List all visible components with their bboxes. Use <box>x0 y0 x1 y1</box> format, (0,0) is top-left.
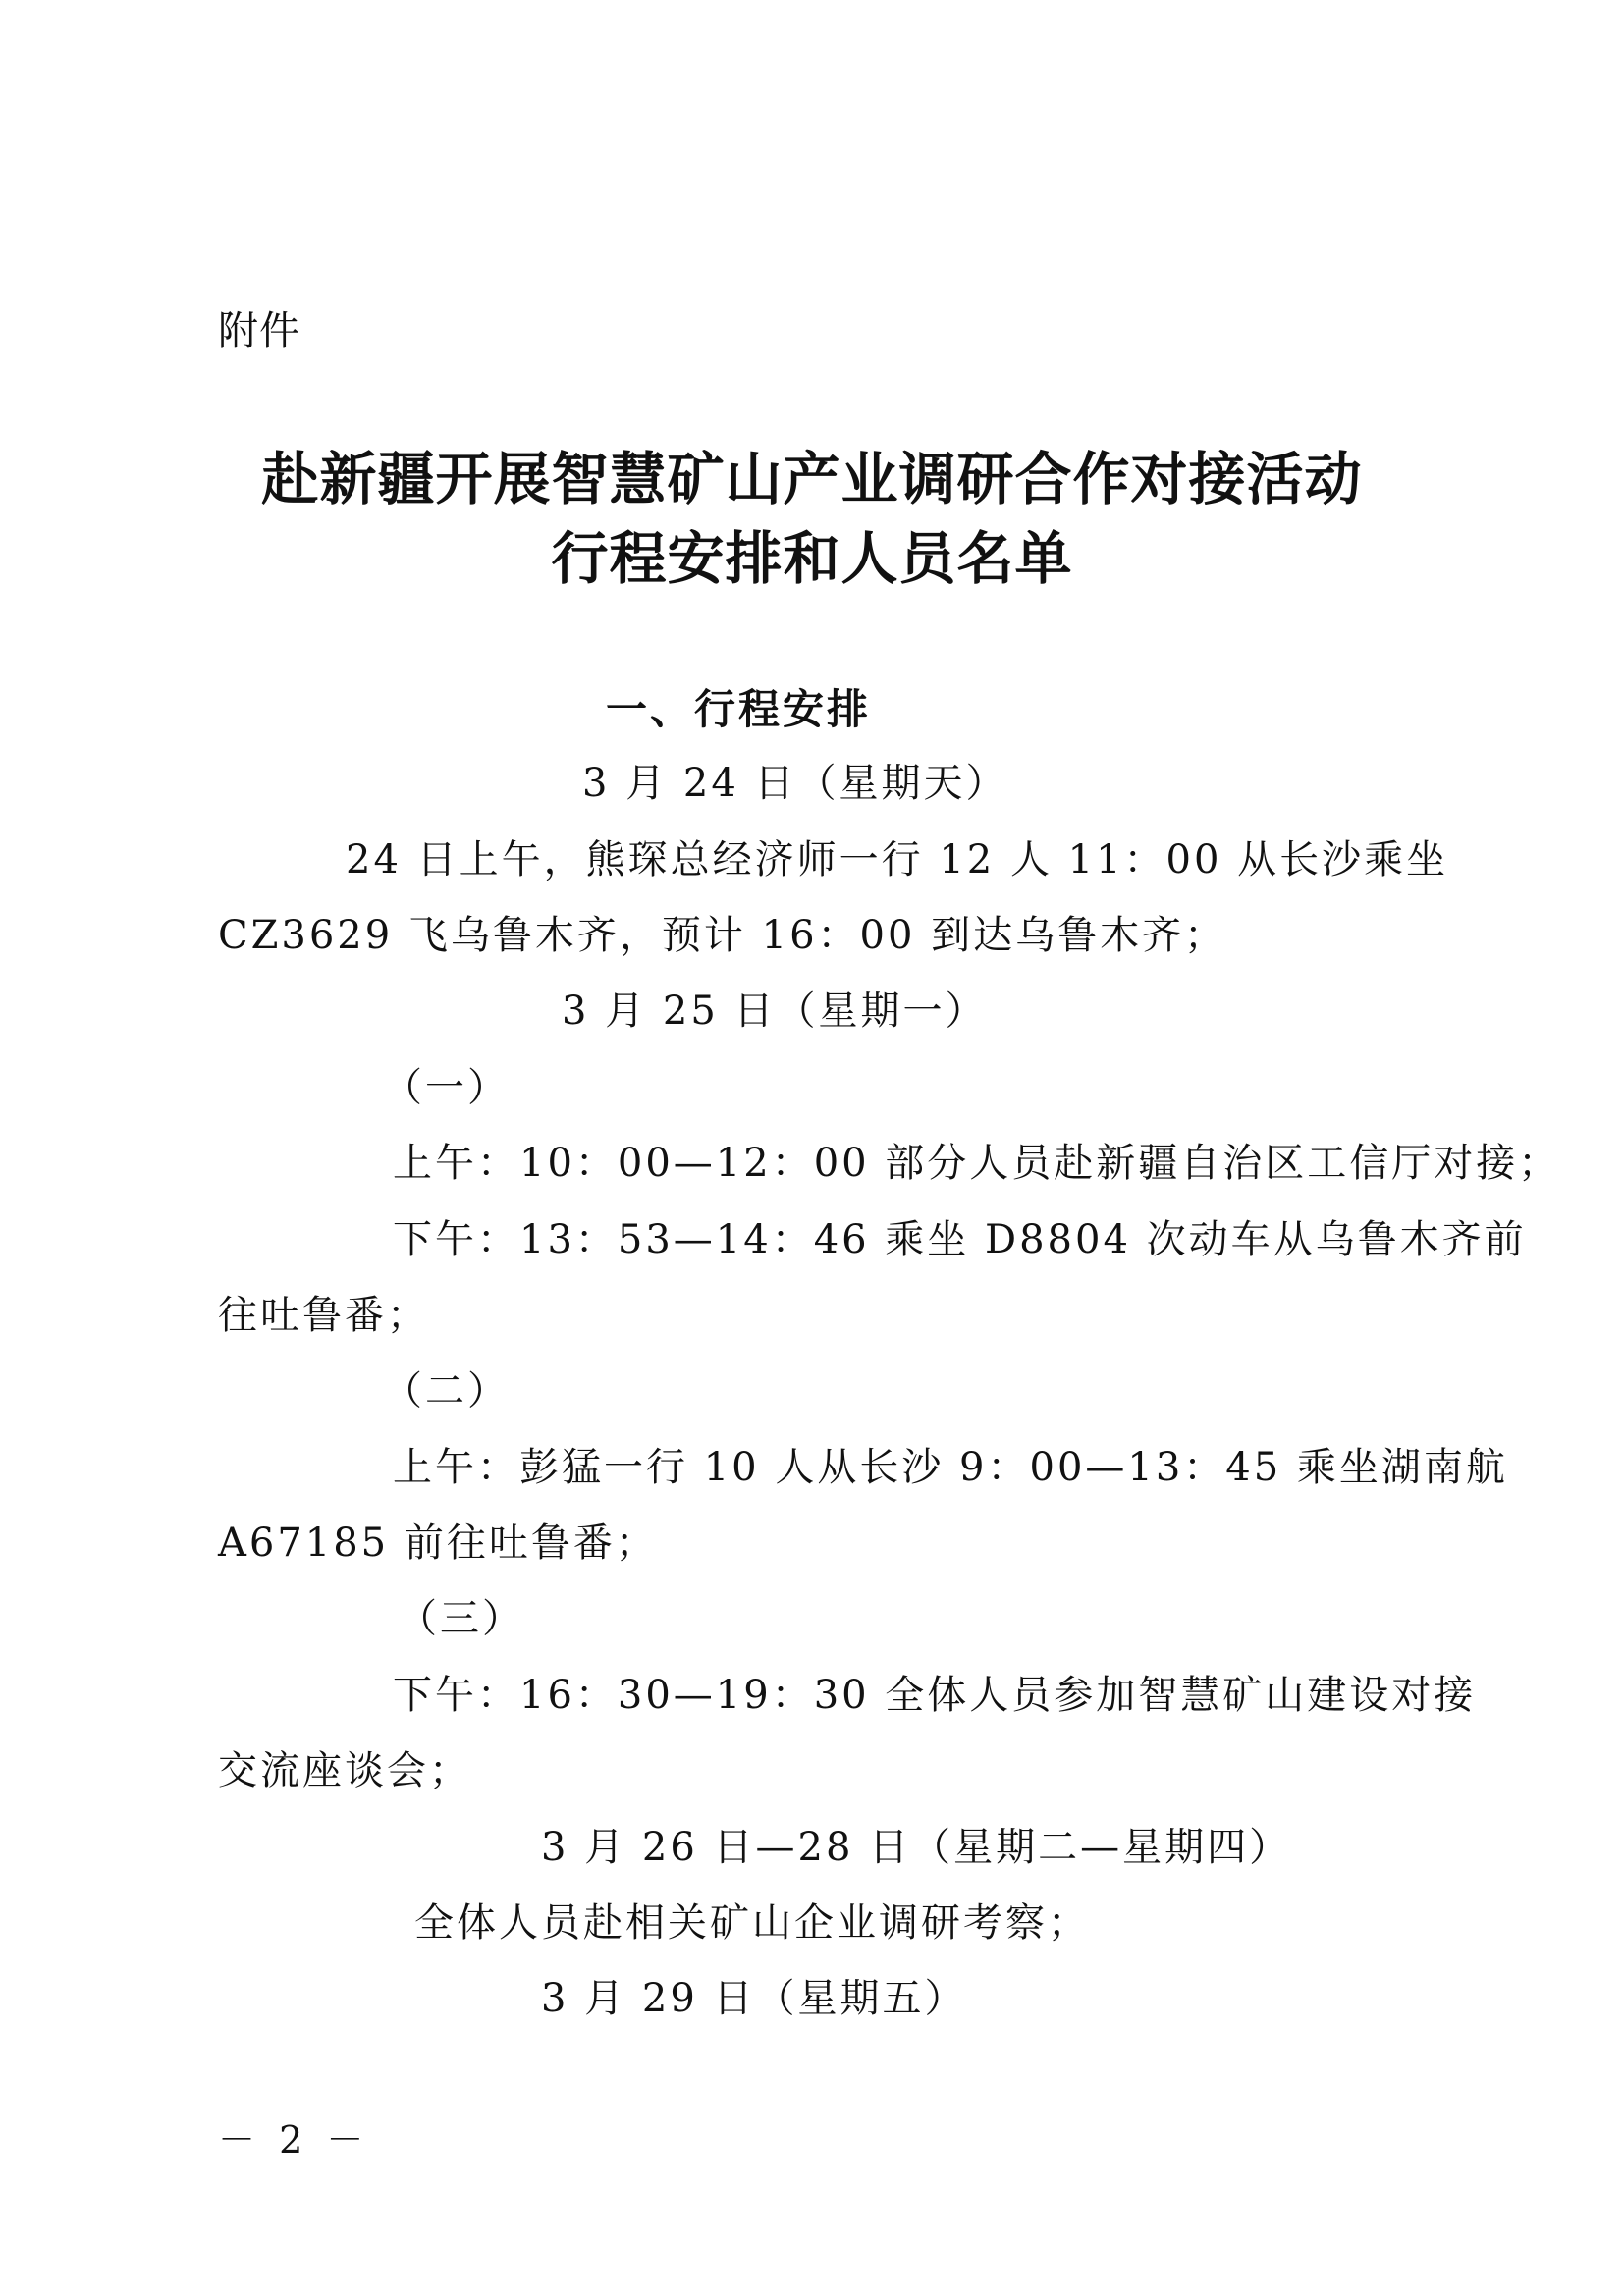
paragraph-line: 上午：10：00—12：00 部分人员赴新疆自治区工信厅对接； <box>393 1141 1561 1186</box>
paragraph-line: 上午：彭猛一行 10 人从长沙 9：00—13：45 乘坐湖南航 <box>393 1445 1508 1490</box>
section-heading: 一、行程安排 <box>606 685 872 733</box>
paragraph-line: 交流座谈会； <box>218 1748 471 1793</box>
date-heading-mar24: 3 月 24 日（星期天） <box>582 761 1008 806</box>
paragraph-line: 下午：16：30—19：30 全体人员参加智慧矿山建设对接 <box>393 1673 1477 1718</box>
attachment-label: 附件 <box>218 307 300 354</box>
paragraph-line: 下午：13：53—14：46 乘坐 D8804 次动车从乌鲁木齐前 <box>393 1217 1527 1262</box>
date-heading-mar29: 3 月 29 日（星期五） <box>541 1976 967 2021</box>
date-heading-mar25: 3 月 25 日（星期一） <box>562 988 988 1034</box>
date-heading-mar26-28: 3 月 26 日—28 日（星期二—星期四） <box>541 1825 1292 1870</box>
paragraph-line: CZ3629 飞乌鲁木齐，预计 16：00 到达乌鲁木齐； <box>218 913 1227 958</box>
group-label-2: （二） <box>383 1368 510 1414</box>
paragraph-line: A67185 前往吐鲁番； <box>218 1521 658 1566</box>
paragraph-line: 24 日上午，熊琛总经济师一行 12 人 11：00 从长沙乘坐 <box>346 837 1449 882</box>
paragraph-line: 往吐鲁番； <box>218 1293 429 1338</box>
document-title-line1: 赴新疆开展智慧矿山产业调研合作对接活动 <box>261 446 1363 512</box>
paragraph-line: 全体人员赴相关矿山企业调研考察； <box>414 1900 1090 1946</box>
group-label-1: （一） <box>383 1065 510 1110</box>
page-number: － 2 － <box>218 2118 370 2162</box>
document-title-line2: 行程安排和人员名单 <box>551 525 1073 592</box>
group-label-3: （三） <box>398 1596 524 1641</box>
